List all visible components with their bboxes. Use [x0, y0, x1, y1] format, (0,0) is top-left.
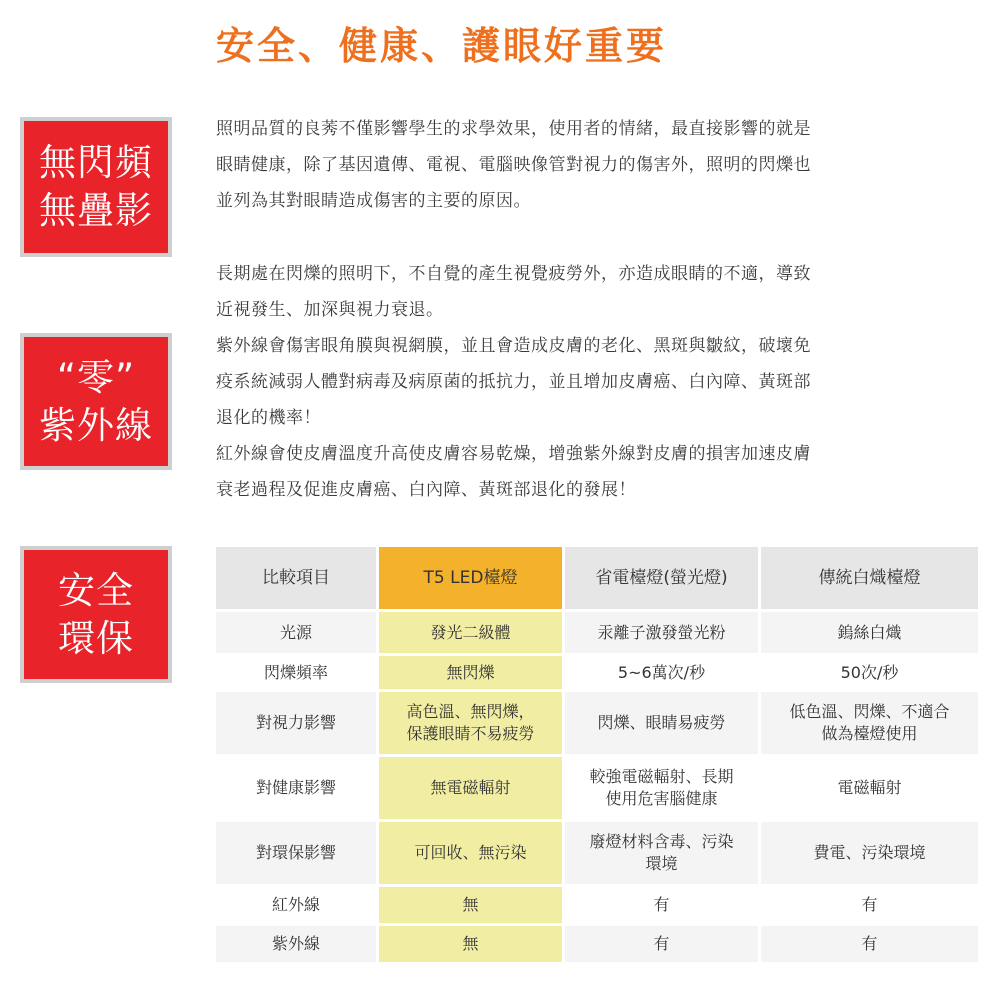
cell-cfl: 閃爍、眼睛易疲勞 — [565, 692, 758, 754]
cell-line: 做為檯燈使用 — [821, 724, 918, 743]
table-row — [216, 656, 978, 689]
header-t5-led: T5 LED檯燈 — [379, 547, 562, 609]
cell-cfl: 有 — [565, 887, 758, 923]
cell-line: 環境 — [645, 854, 678, 873]
cell-t5: 發光二級體 — [379, 612, 562, 653]
comparison-table — [213, 544, 981, 965]
row-label: 對健康影響 — [216, 757, 376, 819]
text-line: 紅外線會使皮膚溫度升高使皮膚容易乾燥，增強紫外線對皮膚的損害加速皮膚 — [216, 444, 811, 464]
text-line: 疫系統減弱人體對病毒及病原菌的抵抗力，並且增加皮膚癌、白內障、黃斑部 — [216, 372, 811, 392]
cell-incandescent: 鎢絲白熾 — [761, 612, 978, 653]
table-row — [216, 926, 978, 962]
text-line: 照明品質的良莠不僅影響學生的求學效果，使用者的情緒，最直接影響的就是 — [216, 119, 811, 139]
cell-t5: 無 — [379, 926, 562, 962]
header-cfl: 省電檯燈(螢光燈) — [565, 547, 758, 609]
text-line: 近視發生、加深與視力衰退。 — [216, 300, 444, 320]
cell-incandescent: 有 — [761, 926, 978, 962]
cell-incandescent — [761, 692, 978, 754]
badge-line: 紫外線 — [39, 403, 153, 447]
cell-t5: 無閃爍 — [379, 656, 562, 689]
cell-line: 保護眼睛不易疲勞 — [406, 724, 535, 743]
cell-cfl: 有 — [565, 926, 758, 962]
cell-cfl: 5~6萬次/秒 — [565, 656, 758, 689]
cell-t5 — [379, 692, 562, 754]
cell-cfl: 汞離子激發螢光粉 — [565, 612, 758, 653]
table-row — [216, 822, 978, 884]
text-line: 長期處在閃爍的照明下，不自覺的產生視覺疲勞外，亦造成眼睛的不適，導致 — [216, 264, 811, 284]
badge-line: 無閃頻 — [39, 141, 153, 184]
badge-line: 無疊影 — [39, 189, 153, 232]
cell-incandescent: 電磁輻射 — [761, 757, 978, 819]
badge-zero-uv — [20, 333, 172, 470]
text-line: 衰老過程及促進皮膚癌、白內障、黃斑部退化的發展！ — [216, 480, 636, 500]
table-header-row — [216, 547, 978, 609]
cell-line: 廢燈材料含毒、污染 — [589, 832, 734, 851]
table-row — [216, 612, 978, 653]
badge-safe-eco — [20, 546, 172, 683]
badge-line: 安全 — [58, 568, 134, 612]
cell-t5: 無電磁輻射 — [379, 757, 562, 819]
cell-t5: 無 — [379, 887, 562, 923]
cell-line: 低色溫、閃爍、不適合 — [789, 702, 950, 721]
paragraph-flicker-uv-ir — [216, 256, 976, 508]
page-title: 安全、健康、護眼好重要 — [216, 24, 668, 68]
text-line: 並列為其對眼睛造成傷害的主要的原因。 — [216, 191, 531, 211]
cell-line: 使用危害腦健康 — [605, 789, 718, 808]
badge-line: “零” — [56, 355, 136, 399]
badge-line: 環保 — [58, 616, 134, 660]
row-label: 紫外線 — [216, 926, 376, 962]
cell-cfl — [565, 757, 758, 819]
table-row — [216, 887, 978, 923]
cell-incandescent: 50次/秒 — [761, 656, 978, 689]
row-label: 對視力影響 — [216, 692, 376, 754]
header-item: 比較項目 — [216, 547, 376, 609]
badge-no-flicker — [20, 117, 172, 257]
cell-t5: 可回收、無污染 — [379, 822, 562, 884]
row-label: 閃爍頻率 — [216, 656, 376, 689]
row-label: 對環保影響 — [216, 822, 376, 884]
cell-cfl — [565, 822, 758, 884]
header-incandescent: 傳統白熾檯燈 — [761, 547, 978, 609]
cell-line: 較強電磁輻射、長期 — [589, 767, 734, 786]
paragraph-eye-health — [216, 111, 976, 219]
text-line: 退化的機率！ — [216, 408, 321, 428]
cell-incandescent: 有 — [761, 887, 978, 923]
row-label: 紅外線 — [216, 887, 376, 923]
text-line: 紫外線會傷害眼角膜與視網膜，並且會造成皮膚的老化、黑斑與皺紋，破壞免 — [216, 336, 811, 356]
table-row — [216, 757, 978, 819]
table-row — [216, 692, 978, 754]
cell-line: 高色溫、無閃爍， — [406, 702, 535, 721]
row-label: 光源 — [216, 612, 376, 653]
text-line: 眼睛健康，除了基因遺傳、電視、電腦映像管對視力的傷害外，照明的閃爍也 — [216, 155, 811, 175]
cell-incandescent: 費電、污染環境 — [761, 822, 978, 884]
